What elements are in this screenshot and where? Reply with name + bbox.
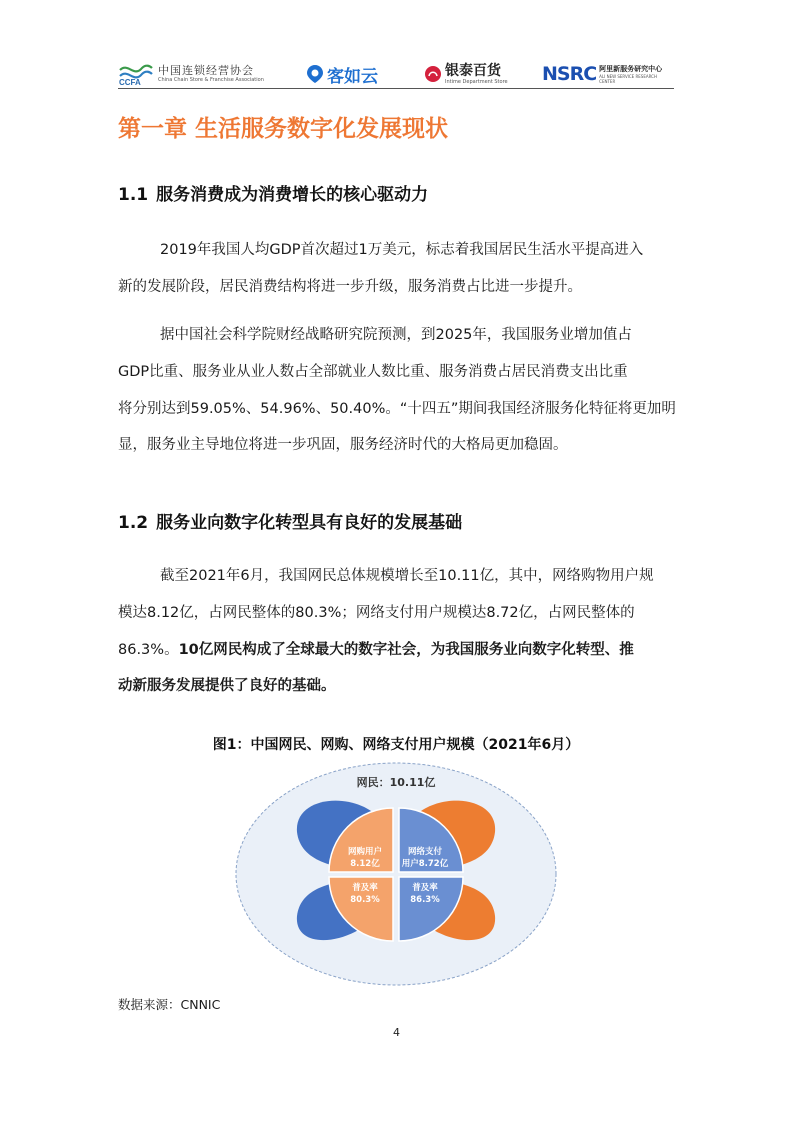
intime-emblem-icon <box>424 65 442 83</box>
nsrc-mark: NSRC <box>542 63 597 85</box>
label-tl-1: 网购用户 <box>347 847 383 857</box>
label-br-2: 86.3% <box>410 895 440 905</box>
chapter-title: 第一章 生活服务数字化发展现状 <box>118 116 449 142</box>
paragraph: 2019年我国人均GDP首次超过1万美元，标志着我国居民生活水平提高进入 新的发展阶段，居民消费结构将进一步升级，服务消费占比进一步提升。 <box>118 242 644 295</box>
label-bl-2: 80.3% <box>350 895 380 905</box>
paragraph: 据中国社会科学院财经战略研究院预测，到2025年，我国服务业增加值占 GDP比重、服务业从业人数占全部就业人数比重、服务消费占居民消费支出比重 将分别达到59.05%、54.96%、50.40%。“十四五”期间我国经济服务化特征将更加明 显，服务业主导地位将进一步巩固，服务经济时代的大格局更加稳固。 <box>118 327 676 454</box>
outer-netizen-ellipse <box>236 763 556 985</box>
label-tr-2: 用户8.72亿 <box>401 859 449 869</box>
label-tl-2: 8.12亿 <box>350 859 380 869</box>
label-br-1: 普及率 <box>412 883 438 893</box>
label-bl-1: 普及率 <box>352 883 378 893</box>
paragraph: 截至2021年6月，我国网民总体规模增长至10.11亿，其中，网络购物用户规 模达8.12亿，占网民整体的80.3%；网络支付用户规模达8.72亿，占网民整体的 86.3%。10亿网民构成了全球最大的数字社会，为我国服务业向数字化转型、推 动新服务发展提供了良好的基础。 <box>118 568 654 695</box>
keruyun-pin-icon <box>306 64 324 84</box>
intime-logo: 银泰百货 Intime Department Store <box>424 60 508 88</box>
venn-figure <box>233 760 559 988</box>
page-number: 4 <box>393 1026 400 1039</box>
ccfa-logo: CCFA 中国连锁经营协会 China Chain Store & Franchise Association <box>119 63 264 86</box>
nsrc-logo: NSRC 阿里新服务研究中心 ALI NEW SERVICE RESEARCH CENTER <box>542 63 663 85</box>
ccfa-emblem-icon <box>118 62 154 86</box>
page-header <box>118 58 674 88</box>
outer-label: 网民：10.11亿 <box>356 776 436 789</box>
section-heading-1-2: 1.2 服务业向数字化转型具有良好的发展基础 <box>118 513 463 533</box>
header-divider <box>118 88 674 89</box>
section-heading-1-1: 1.1 服务消费成为消费增长的核心驱动力 <box>118 185 429 205</box>
label-tr-1: 网络支付 <box>407 847 443 857</box>
svg-text:CCFA: CCFA <box>119 78 141 86</box>
data-source: 数据来源：CNNIC <box>118 997 221 1012</box>
keruyun-logo: 客如云 <box>306 60 378 88</box>
figure-caption: 图1：中国网民、网购、网络支付用户规模（2021年6月） <box>212 737 580 753</box>
